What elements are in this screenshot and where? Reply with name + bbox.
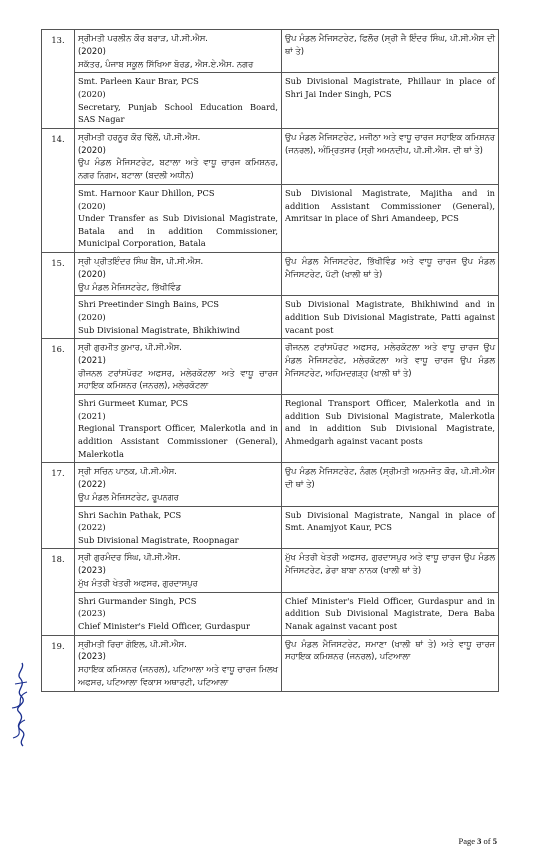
officer-current-punjabi-line: (2023) xyxy=(78,565,106,576)
officer-current-english-line: Sub Divisional Magistrate, Bhikhiwind xyxy=(78,324,241,335)
page-number xyxy=(459,836,498,846)
new-posting-punjabi-line: ਮੁੱਖ ਮੰਤਰੀ ਖੇਤਰੀ ਅਫਸਰ, ਗੁਰਦਾਸਪੁਰ ਅਤੇ ਵਾਧੂ ਚਾਰਜ ਉਪ ਮੰਡਲ ਮੈਜਿਸਟਰੇਟ, ਡੇਰਾ ਬਾਬਾ ਨਾਨਕ (ਖਾਲੀ ਥਾਂ ਤੇ) xyxy=(285,552,495,576)
new-posting-punjabi-line: ਉਪ ਮੰਡਲ ਮੈਜਿਸਟਰੇਟ, ਮਜੀਠਾ ਅਤੇ ਵਾਧੂ ਚਾਰਜ ਸਹਾਇਕ ਕਮਿਸ਼ਨਰ (ਜਨਰਲ), ਅੰਮ੍ਰਿਤਸਰ (ਸ੍ਰੀ ਅਮਨਦੀਪ, ਪੀ.ਸੀ.ਐਸ. ਦੀ ਥਾਂ ਤੇ) xyxy=(285,131,495,155)
page-prefix: Page xyxy=(458,836,478,846)
new-posting-punjabi xyxy=(282,128,499,184)
new-posting-punjabi xyxy=(282,252,499,295)
new-posting-punjabi xyxy=(282,635,499,691)
officer-current-english-line: Shri Gurmander Singh, PCS xyxy=(78,595,197,606)
table-row xyxy=(42,30,499,73)
new-posting-punjabi xyxy=(282,339,499,395)
officer-current-punjabi-line: ਉਪ ਮੰਡਲ ਮੈਜਿਸਟਰੇਟ, ਰੂਪਨਗਰ xyxy=(78,491,179,502)
officer-current-punjabi-line: ਉਪ ਮੰਡਲ ਮੈਜਿਸਟਰੇਟ, ਬਟਾਲਾ ਅਤੇ ਵਾਧੂ ਚਾਰਜ ਕਮਿਸ਼ਨਰ, ਨਗਰ ਨਿਗਮ, ਬਟਾਲਾ (ਬਦਲੀ ਅਧੀਨ) xyxy=(78,157,278,181)
new-posting-punjabi-line: ਉਪ ਮੰਡਲ ਮੈਜਿਸਟਰੇਟ, ਫਿਲੌਰ (ਸ੍ਰੀ ਜੈ ਇੰਦਰ ਸਿੰਘ, ਪੀ.ਸੀ.ਐਸ ਦੀ ਥਾਂ ਤੇ) xyxy=(285,33,495,56)
officer-current-english-line: (2023) xyxy=(78,608,106,619)
new-posting-english-line: Sub Divisional Magistrate, Nangal in place of Smt. Anamjyot Kaur, PCS xyxy=(285,509,495,533)
table-row xyxy=(42,549,499,592)
officer-current-punjabi-line: ਸ੍ਰੀਮਤੀ ਰਿਚਾ ਗੋਇਲ, ਪੀ.ਸੀ.ਐਸ. xyxy=(78,638,187,649)
officer-current-punjabi-line: ਮੁੱਖ ਮੰਤਰੀ ਖੇਤਰੀ ਅਫਸਰ, ਗੁਰਦਾਸਪੁਰ xyxy=(78,578,198,589)
table-row xyxy=(42,73,499,128)
officer-current-english-line: (2020) xyxy=(78,311,106,322)
new-posting-english-line: Regional Transport Officer, Malerkotla and in addition Sub Divisional Magistrate, Malerkotla and in addition Sub Divisional Magistrate, Ahmedgarh against vacant posts xyxy=(285,398,495,447)
new-posting-english xyxy=(282,73,499,128)
officer-current-english-line: Shri Gurmeet Kumar, PCS xyxy=(78,398,188,409)
new-posting-english xyxy=(282,296,499,339)
table-row xyxy=(42,592,499,635)
table-row xyxy=(42,463,499,506)
officer-current-punjabi-line: (2022) xyxy=(78,479,106,490)
new-posting-punjabi xyxy=(282,30,499,73)
officer-current-english-line: (2020) xyxy=(78,200,106,211)
new-posting-english xyxy=(282,506,499,549)
officer-current-punjabi-line: ਸ੍ਰੀਮਤੀ ਪਰਲੀਨ ਕੌਰ ਬਰਾੜ, ਪੀ.ਸੀ.ਐਸ. xyxy=(78,33,208,43)
handwritten-signature xyxy=(3,660,37,750)
officer-current-english xyxy=(75,296,282,339)
new-posting-english-line: Sub Divisional Magistrate, Phillaur in place of Shri Jai Inder Singh, PCS xyxy=(285,76,495,99)
serial-number: 18. xyxy=(42,549,75,635)
posting-table xyxy=(41,29,499,692)
serial-number: 17. xyxy=(42,463,75,549)
new-posting-english-line: Chief Minister's Field Officer, Gurdaspur and in addition Sub Divisional Magistrate, Dera Baba Nanak against vacant post xyxy=(285,595,495,631)
table-row xyxy=(42,635,499,691)
officer-current-punjabi xyxy=(75,252,282,295)
officer-current-english-line: (2021) xyxy=(78,410,106,421)
officer-current-english-line: Shri Sachin Pathak, PCS xyxy=(78,509,182,520)
table-row xyxy=(42,296,499,339)
serial-number: 14. xyxy=(42,128,75,252)
new-posting-english-line: Sub Divisional Magistrate, Majitha and in addition Assistant Commissioner (General), Amritsar in place of Shri Amandeep, PCS xyxy=(285,187,495,224)
officer-current-english-line: Under Transfer as Sub Divisional Magistrate, Batala and in addition Commissioner, Municipal Corporation, Batala xyxy=(78,213,278,249)
table-row xyxy=(42,252,499,295)
officer-current-punjabi-line: (2021) xyxy=(78,354,106,365)
officer-current-punjabi-line: ਸ੍ਰੀ ਗੁਰਮੰਦਰ ਸਿੰਘ, ਪੀ.ਸੀ.ਐਸ. xyxy=(78,552,181,563)
new-posting-punjabi-line: ਉਪ ਮੰਡਲ ਮੈਜਿਸਟਰੇਟ, ਨੰਗਲ (ਸ੍ਰੀਮਤੀ ਅਨਮਜੋਤ ਕੌਰ, ਪੀ.ਸੀ.ਐਸ ਦੀ ਥਾਂ ਤੇ) xyxy=(285,466,495,490)
new-posting-english-line: Sub Divisional Magistrate, Bhikhiwind and in addition Sub Divisional Magistrate, Patti against vacant post xyxy=(285,299,495,335)
new-posting-english xyxy=(282,395,499,463)
officer-current-punjabi-line: (2020) xyxy=(78,45,106,56)
officer-current-english xyxy=(75,592,282,635)
serial-number: 19. xyxy=(42,635,75,691)
posting-table-container xyxy=(41,29,499,692)
officer-current-english-line: Sub Divisional Magistrate, Roopnagar xyxy=(78,534,239,545)
new-posting-english xyxy=(282,592,499,635)
officer-current-english-line: (2022) xyxy=(78,522,106,533)
officer-current-punjabi-line: ਸਹਾਇਕ ਕਮਿਸ਼ਨਰ (ਜਨਰਲ), ਪਟਿਆਲਾ ਅਤੇ ਵਾਧੂ ਚਾਰਜ ਮਿਲਖ ਅਫਸਰ, ਪਟਿਆਲਾ ਵਿਕਾਸ ਅਥਾਰਟੀ, ਪਟਿਆਲਾ xyxy=(78,664,278,687)
officer-current-punjabi-line: ਉਪ ਮੰਡਲ ਮੈਜਿਸਟਰੇਟ, ਭਿੱਖੀਵਿੰਡ xyxy=(78,281,181,292)
officer-current-english-line: Regional Transport Officer, Malerkotla and in addition Assistant Commissioner (General), Malerkotla xyxy=(78,423,278,459)
officer-current-punjabi-line: (2020) xyxy=(78,268,106,279)
new-posting-english xyxy=(282,184,499,252)
officer-current-punjabi xyxy=(75,463,282,506)
page-current: 3 xyxy=(477,836,482,846)
page-of: of xyxy=(481,836,493,846)
new-posting-punjabi xyxy=(282,549,499,592)
officer-current-punjabi xyxy=(75,635,282,691)
officer-current-english xyxy=(75,184,282,252)
officer-current-punjabi-line: ਸ੍ਰੀਮਤੀ ਹਰਨੂਰ ਕੌਰ ਢਿੱਲੋਂ, ਪੀ.ਸੀ.ਐਸ. xyxy=(78,131,201,142)
officer-current-english-line: Secretary, Punjab School Education Board, SAS Nagar xyxy=(78,101,278,125)
officer-current-english-line: Smt. Parleen Kaur Brar, PCS xyxy=(78,76,199,87)
officer-current-english-line: Shri Preetinder Singh Bains, PCS xyxy=(78,299,219,310)
officer-current-punjabi-line: (2020) xyxy=(78,144,106,155)
table-row xyxy=(42,339,499,395)
officer-current-english-line: Chief Minister's Field Officer, Gurdaspur xyxy=(78,621,250,631)
officer-current-punjabi xyxy=(75,339,282,395)
new-posting-punjabi xyxy=(282,463,499,506)
table-row xyxy=(42,184,499,252)
table-row xyxy=(42,506,499,549)
officer-current-punjabi-line: ਸ੍ਰੀ ਗੁਰਮੀਤ ਕੁਮਾਰ, ਪੀ.ਸੀ.ਐਸ. xyxy=(78,342,182,353)
serial-number: 13. xyxy=(42,30,75,129)
new-posting-punjabi-line: ਉਪ ਮੰਡਲ ਮੈਜਿਸਟਰੇਟ, ਭਿੱਖੀਵਿੰਡ ਅਤੇ ਵਾਧੂ ਚਾਰਜ ਉਪ ਮੰਡਲ ਮੈਜਿਸਟਰੇਟ, ਪੱਟੀ (ਖਾਲੀ ਥਾਂ ਤੇ) xyxy=(285,255,495,279)
new-posting-punjabi-line: ਉਪ ਮੰਡਲ ਮੈਜਿਸਟਰੇਟ, ਸਮਾਣਾ (ਖਾਲੀ ਥਾਂ ਤੇ) ਅਤੇ ਵਾਧੂ ਚਾਰਜ ਸਹਾਇਕ ਕਮਿਸ਼ਨਰ (ਜਨਰਲ), ਪਟਿਆਲਾ xyxy=(285,638,495,662)
officer-current-english xyxy=(75,73,282,128)
officer-current-punjabi-line: ਰੀਜਨਲ ਟਰਾਂਸਪੋਰਟ ਅਫਸਰ, ਮਲੇਰਕੋਟਲਾ ਅਤੇ ਵਾਧੂ ਚਾਰਜ ਸਹਾਇਕ ਕਮਿਸ਼ਨਰ (ਜਨਰਲ), ਮਲੇਰਕੋਟਲਾ xyxy=(78,367,278,391)
table-row xyxy=(42,395,499,463)
officer-current-punjabi-line: (2023) xyxy=(78,651,106,662)
officer-current-english xyxy=(75,506,282,549)
table-row xyxy=(42,128,499,184)
officer-current-english-line: (2020) xyxy=(78,88,106,99)
officer-current-punjabi-line: ਸ੍ਰੀ ਸਚਿਨ ਪਾਠਕ, ਪੀ.ਸੀ.ਐਸ. xyxy=(78,466,177,477)
officer-current-punjabi-line: ਸਕੱਤਰ, ਪੰਜਾਬ ਸਕੂਲ ਸਿੱਖਿਆ ਬੋਰਡ, ਐਸ.ਏ.ਐਸ. ਨਗਰ xyxy=(78,58,254,69)
officer-current-punjabi xyxy=(75,128,282,184)
page-total: 5 xyxy=(492,836,497,846)
new-posting-punjabi-line: ਰੀਜਨਲ ਟਰਾਂਸਪੋਰਟ ਅਫਸਰ, ਮਲੇਰਕੋਟਲਾ ਅਤੇ ਵਾਧੂ ਚਾਰਜ ਉਪ ਮੰਡਲ ਮੈਜਿਸਟਰੇਟ, ਮਲੇਰਕੋਟਲਾ ਅਤੇ ਵਾਧੂ ਚਾਰਜ ਉਪ ਮੰਡਲ ਮੈਜਿਸਟਰੇਟ, ਅਹਿਮਦਗੜ੍ਹ (ਖਾਲੀ ਥਾਂ ਤੇ) xyxy=(285,342,495,378)
officer-current-punjabi xyxy=(75,30,282,73)
officer-current-english xyxy=(75,395,282,463)
posting-table-body xyxy=(42,30,499,692)
serial-number: 15. xyxy=(42,252,75,338)
officer-current-punjabi-line: ਸ੍ਰੀ ਪ੍ਰੀਤਇੰਦਰ ਸਿੰਘ ਬੈਂਸ, ਪੀ.ਸੀ.ਐਸ. xyxy=(78,255,204,266)
officer-current-english-line: Smt. Harnoor Kaur Dhillon, PCS xyxy=(78,187,215,198)
officer-current-punjabi xyxy=(75,549,282,592)
serial-number: 16. xyxy=(42,339,75,463)
